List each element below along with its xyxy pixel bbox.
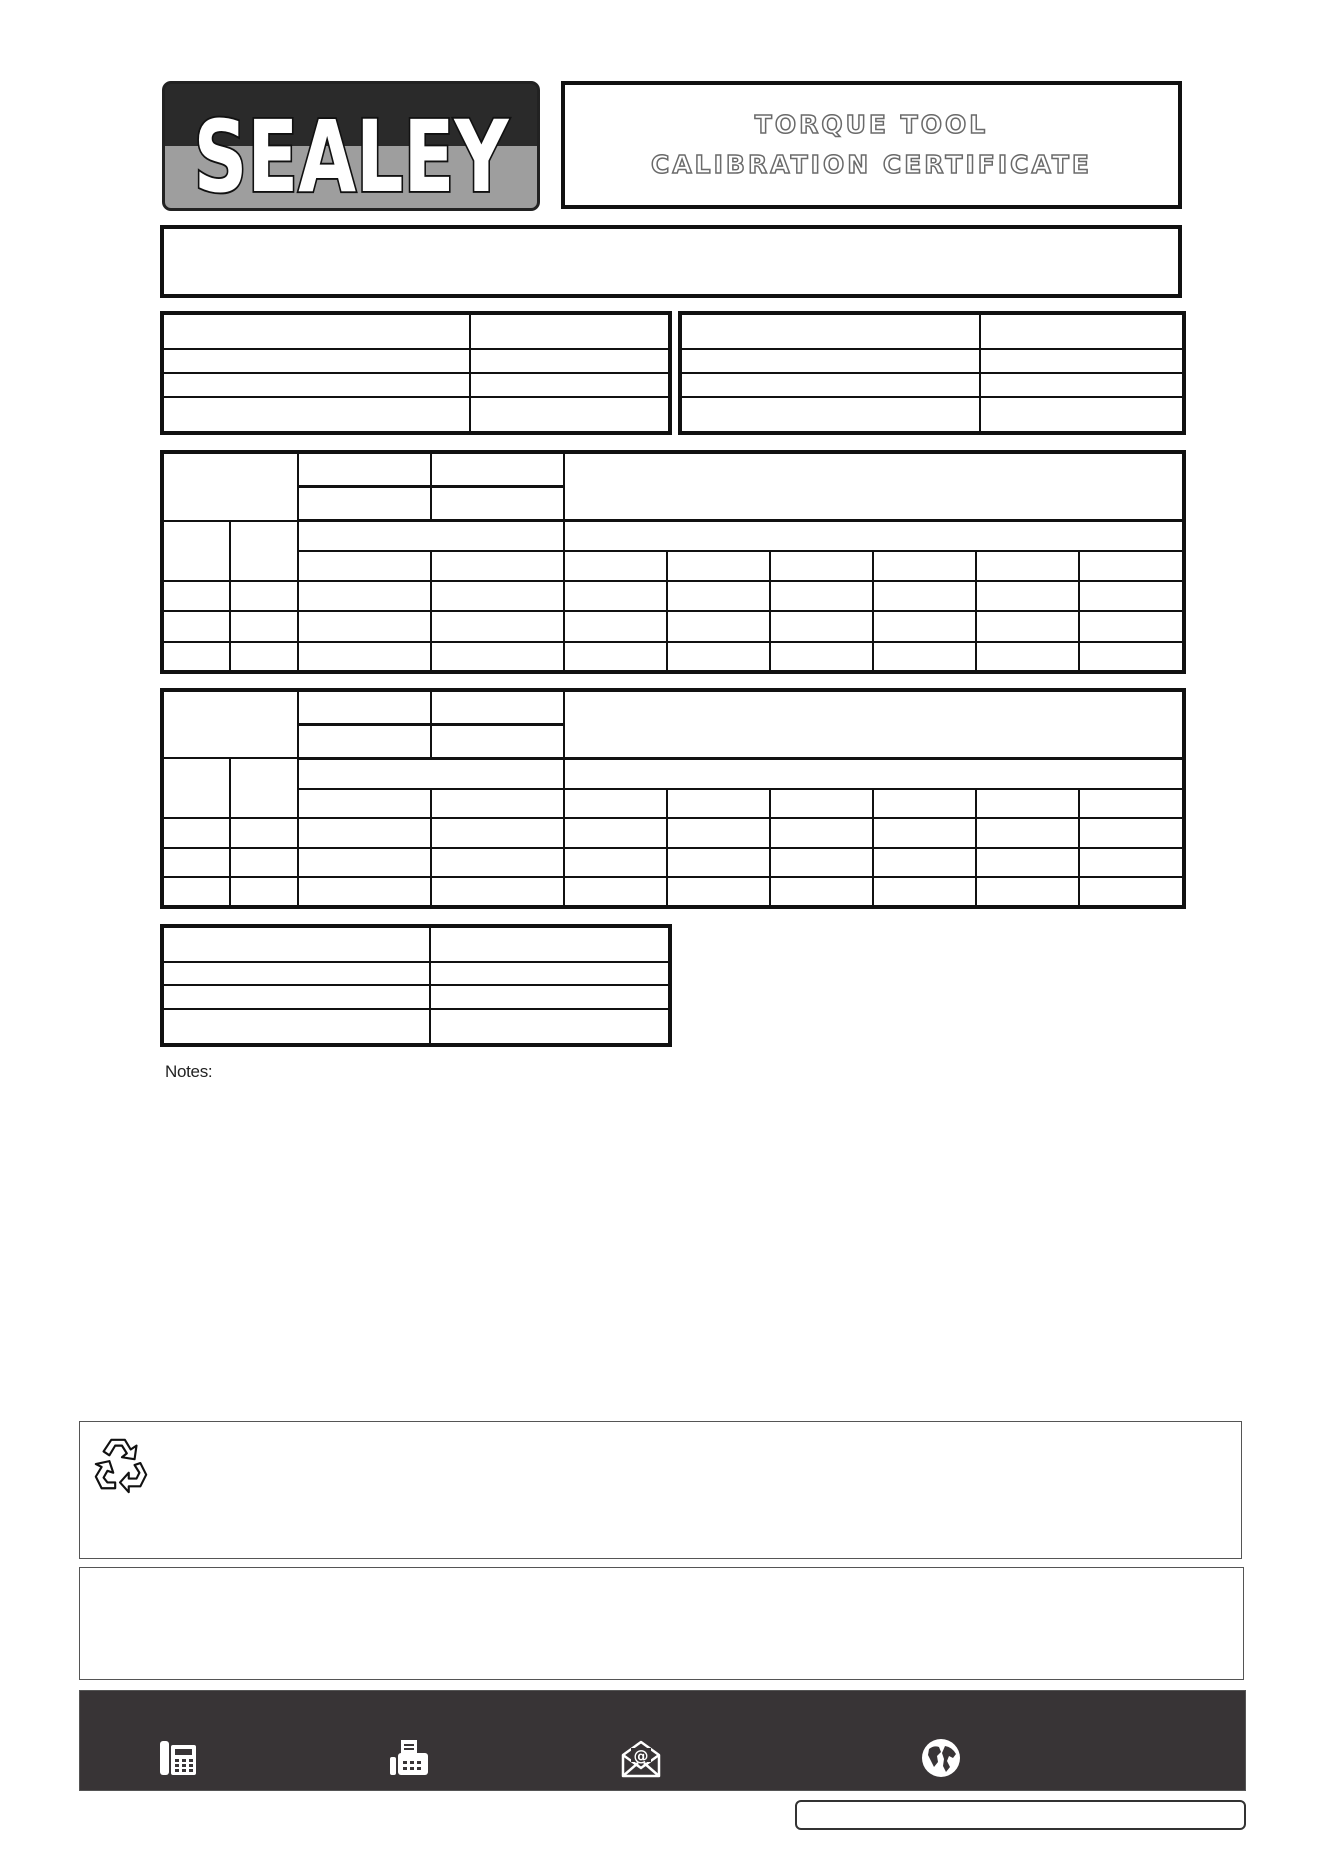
table-cell[interactable]: [298, 581, 431, 611]
table-cell: [667, 551, 770, 581]
table-row: [162, 1009, 670, 1045]
table-cell: [431, 551, 564, 581]
table-cell[interactable]: [230, 642, 298, 672]
table-cell[interactable]: [431, 818, 564, 848]
recycling-info-box: [79, 1421, 1242, 1559]
recycle-icon: [90, 1434, 152, 1496]
tool-description-cell[interactable]: [564, 452, 1184, 521]
value-cell[interactable]: [470, 373, 670, 397]
value-cell[interactable]: [430, 985, 670, 1009]
table-row: [162, 985, 670, 1009]
calibration-table-2: [160, 688, 1186, 909]
value-cell[interactable]: [470, 313, 670, 349]
label-cell: [162, 373, 470, 397]
table-cell: [667, 789, 770, 819]
label-cell: [162, 349, 470, 373]
certificate-title-line-1: TORQUE TOOL: [754, 110, 989, 139]
label-cell: [680, 373, 980, 397]
table-row: [162, 789, 1184, 819]
sealey-logo-wordmark: [165, 84, 537, 208]
table-cell[interactable]: [667, 818, 770, 848]
table-cell[interactable]: [162, 848, 230, 878]
label-cell: [162, 985, 430, 1009]
table-cell[interactable]: [667, 611, 770, 641]
table-row: [162, 313, 670, 349]
table-cell[interactable]: [1079, 581, 1184, 611]
table-cell: [564, 551, 667, 581]
table-cell[interactable]: [431, 690, 564, 725]
table-cell[interactable]: [298, 642, 431, 672]
table-cell[interactable]: [1079, 848, 1184, 878]
value-cell[interactable]: [980, 313, 1184, 349]
table-cell[interactable]: [667, 581, 770, 611]
tool-type-cell: [162, 452, 298, 521]
table-header-cell: [564, 758, 1184, 789]
table-cell[interactable]: [298, 690, 431, 725]
table-cell[interactable]: [298, 818, 431, 848]
table-cell: [976, 789, 1079, 819]
table-row: [162, 877, 1184, 907]
table-cell: [431, 789, 564, 819]
table-cell[interactable]: [298, 452, 431, 486]
table-row: [162, 848, 1184, 878]
table-cell[interactable]: [431, 611, 564, 641]
table-cell[interactable]: [1079, 642, 1184, 672]
table-cell[interactable]: [298, 486, 431, 520]
table-cell[interactable]: [564, 581, 667, 611]
table-cell[interactable]: [667, 877, 770, 907]
table-cell[interactable]: [564, 818, 667, 848]
table-row: [680, 313, 1184, 349]
table-cell[interactable]: [770, 848, 873, 878]
label-cell: [162, 962, 430, 986]
table-cell: [873, 551, 976, 581]
table-cell[interactable]: [230, 581, 298, 611]
table-cell[interactable]: [298, 877, 431, 907]
details-table-left: [160, 311, 672, 435]
table-header-cell: [298, 521, 564, 551]
label-cell: [162, 926, 430, 962]
table-cell[interactable]: [431, 848, 564, 878]
table-row: [162, 521, 1184, 551]
table-cell[interactable]: [770, 611, 873, 641]
table-cell[interactable]: [873, 818, 976, 848]
table-cell: [298, 789, 431, 819]
table-cell[interactable]: [431, 452, 564, 486]
table-row: [162, 758, 1184, 789]
table-cell[interactable]: [873, 848, 976, 878]
table-row: [162, 373, 670, 397]
table-cell[interactable]: [770, 642, 873, 672]
reference-box: [795, 1800, 1246, 1830]
table-header-cell: [564, 521, 1184, 551]
sealey-logo: [162, 81, 540, 211]
table-cell[interactable]: [230, 818, 298, 848]
table-cell[interactable]: [230, 848, 298, 878]
table-cell[interactable]: [431, 486, 564, 520]
table-cell[interactable]: [873, 642, 976, 672]
details-table-right: [678, 311, 1186, 435]
table-cell[interactable]: [564, 877, 667, 907]
table-cell[interactable]: [162, 642, 230, 672]
table-cell[interactable]: [431, 642, 564, 672]
table-header-cell: [298, 758, 564, 789]
table-row: [162, 926, 670, 962]
table-cell: [298, 551, 431, 581]
table-cell: [873, 789, 976, 819]
table-cell[interactable]: [976, 877, 1079, 907]
table-cell[interactable]: [1079, 611, 1184, 641]
table-row: [162, 962, 670, 986]
table-cell: [1079, 789, 1184, 819]
table-row: [680, 349, 1184, 373]
table-cell[interactable]: [564, 611, 667, 641]
table-row: [162, 642, 1184, 672]
tool-description-cell[interactable]: [564, 690, 1184, 758]
table-cell: [770, 551, 873, 581]
value-cell[interactable]: [980, 349, 1184, 373]
table-row: [162, 349, 670, 373]
table-cell: [162, 521, 230, 582]
table-cell[interactable]: [564, 848, 667, 878]
logo-text: SEALEY: [193, 99, 510, 208]
table-cell[interactable]: [976, 611, 1079, 641]
table-cell[interactable]: [162, 818, 230, 848]
table-cell[interactable]: [976, 642, 1079, 672]
table-row: [162, 581, 1184, 611]
fax-icon: [388, 1737, 430, 1779]
value-cell[interactable]: [430, 926, 670, 962]
table-cell[interactable]: [298, 848, 431, 878]
table-cell: [162, 758, 230, 818]
email-icon: [620, 1737, 662, 1779]
table-cell[interactable]: [230, 877, 298, 907]
globe-icon: [920, 1737, 962, 1779]
telephone-icon: [157, 1737, 199, 1779]
label-cell: [162, 1009, 430, 1045]
table-cell[interactable]: [770, 877, 873, 907]
table-cell[interactable]: [230, 611, 298, 641]
value-cell[interactable]: [980, 373, 1184, 397]
table-cell: [1079, 551, 1184, 581]
certificate-title-box: [561, 81, 1182, 209]
label-cell: [680, 397, 980, 433]
signoff-table: [160, 924, 672, 1047]
table-row: [680, 397, 1184, 433]
table-cell[interactable]: [873, 611, 976, 641]
label-cell: [680, 349, 980, 373]
table-cell[interactable]: [873, 581, 976, 611]
table-row: [162, 397, 670, 433]
table-cell[interactable]: [431, 725, 564, 759]
header-info-box: [160, 225, 1182, 298]
table-cell[interactable]: [162, 581, 230, 611]
table-cell[interactable]: [770, 581, 873, 611]
table-cell[interactable]: [564, 642, 667, 672]
table-cell[interactable]: [667, 642, 770, 672]
value-cell[interactable]: [430, 1009, 670, 1045]
table-cell[interactable]: [770, 818, 873, 848]
table-row: [162, 452, 1184, 486]
table-cell[interactable]: [162, 877, 230, 907]
svg-text:@: @: [633, 1747, 649, 1765]
table-cell[interactable]: [1079, 818, 1184, 848]
table-cell[interactable]: [976, 848, 1079, 878]
calibration-table-1: [160, 450, 1186, 674]
table-cell[interactable]: [431, 877, 564, 907]
label-cell: [162, 313, 470, 349]
table-cell[interactable]: [976, 581, 1079, 611]
table-row: [162, 611, 1184, 641]
table-cell[interactable]: [431, 581, 564, 611]
table-cell[interactable]: [298, 725, 431, 759]
table-cell: [230, 521, 298, 582]
table-cell: [230, 758, 298, 818]
certificate-title-line-2: CALIBRATION CERTIFICATE: [650, 150, 1093, 179]
table-cell[interactable]: [1079, 877, 1184, 907]
label-cell: [162, 397, 470, 433]
table-cell: [976, 551, 1079, 581]
notes-label: Notes:: [165, 1062, 213, 1081]
tool-type-cell: [162, 690, 298, 758]
table-cell[interactable]: [667, 848, 770, 878]
value-cell[interactable]: [470, 397, 670, 433]
table-cell[interactable]: [162, 611, 230, 641]
company-info-box: [79, 1567, 1244, 1680]
table-row: [162, 818, 1184, 848]
table-cell[interactable]: [298, 611, 431, 641]
footer-contact-bar: [79, 1690, 1246, 1791]
table-cell: [564, 789, 667, 819]
value-cell[interactable]: [470, 349, 670, 373]
value-cell[interactable]: [980, 397, 1184, 433]
table-row: [162, 551, 1184, 581]
table-cell[interactable]: [976, 818, 1079, 848]
label-cell: [680, 313, 980, 349]
value-cell[interactable]: [430, 962, 670, 986]
table-cell: [770, 789, 873, 819]
table-row: [162, 690, 1184, 725]
table-row: [680, 373, 1184, 397]
table-cell[interactable]: [873, 877, 976, 907]
